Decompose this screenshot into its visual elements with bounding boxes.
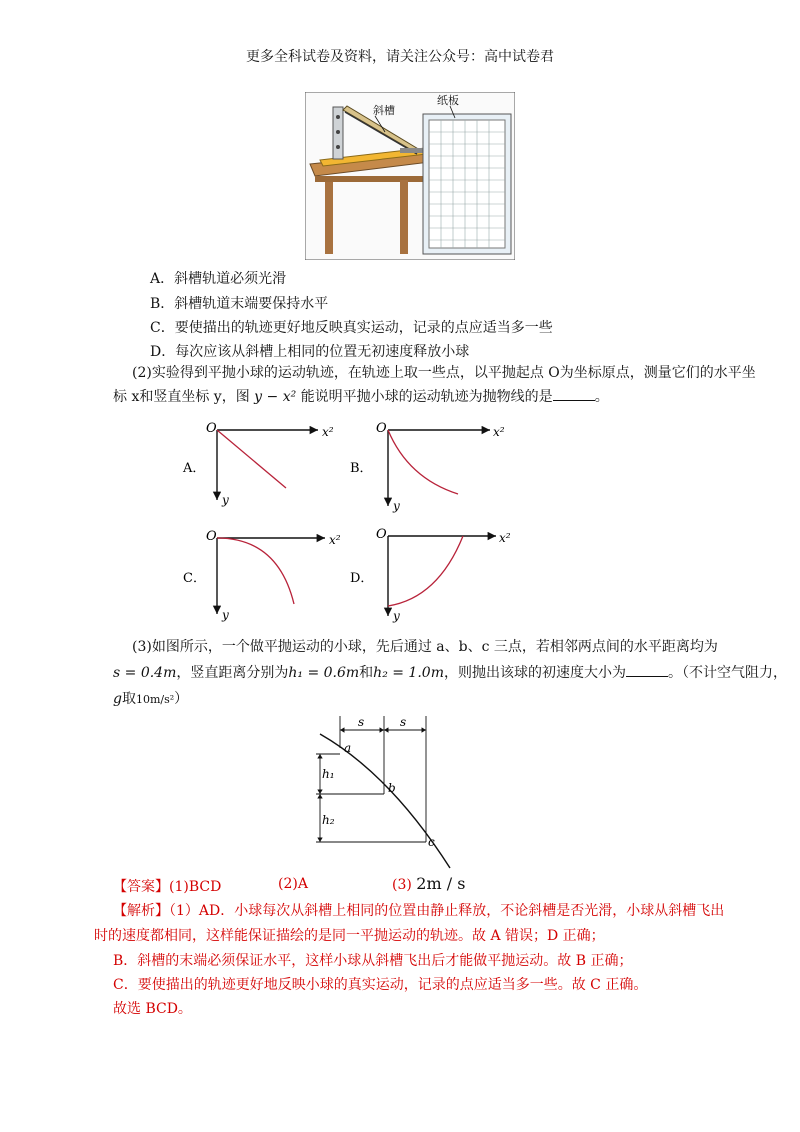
- answer-3: [392, 874, 465, 893]
- q2-answer-blank: [553, 388, 595, 401]
- analysis-line4: C．要使描出的轨迹更好地反映小球的真实运动，记录的点应适当多一些。故 C 正确。: [113, 977, 648, 993]
- graph-d: [350, 527, 511, 623]
- q2-graphs: [180, 418, 540, 628]
- q3-answer-blank: [626, 664, 668, 677]
- q3-fig-c: c: [428, 835, 435, 849]
- graph-a-label: A．: [183, 461, 206, 476]
- q2-line1: (2)实验得到平抛小球的运动轨迹，在轨迹上取一些点，以平抛起点 O为坐标原点，测量它们的水平坐: [132, 365, 756, 381]
- q3-fig-h1: h₁: [322, 767, 335, 781]
- q2-line2: [113, 386, 609, 408]
- chute-label: 斜槽: [373, 104, 395, 117]
- analysis-line5: 故选 BCD。: [113, 1001, 192, 1017]
- graph-c-yaxis: y: [222, 608, 229, 622]
- graph-b-xaxis: x²: [493, 425, 505, 439]
- graph-b: [350, 421, 505, 513]
- analysis-tag: 【解析】: [113, 903, 169, 919]
- analysis-line1: [113, 900, 724, 922]
- q3-fig-s1: s: [358, 715, 365, 729]
- answer-3-value: 2m / s: [416, 874, 466, 893]
- graph-b-yaxis: y: [393, 499, 400, 513]
- q3-line3-end: ）: [174, 691, 189, 707]
- graph-a-yaxis: y: [222, 493, 229, 507]
- apparatus-figure: [305, 92, 515, 260]
- answer-tag: 【答案】: [113, 879, 169, 895]
- q3-line2: [113, 662, 787, 684]
- page-header: 更多全科试卷及资料，请关注公众号：高中试卷君: [246, 49, 554, 65]
- option-b: B．斜槽轨道末端要保持水平: [150, 296, 329, 312]
- q3-h1-value: h₁ = 0.6m: [288, 665, 360, 681]
- q3-line2-and: 和: [359, 665, 374, 681]
- q3-fig-b: b: [388, 781, 396, 795]
- board-label: 纸板: [437, 94, 459, 107]
- option-d: D．每次应该从斜槽上相同的位置无初速度释放小球: [150, 344, 470, 360]
- graph-a-curve: [217, 430, 286, 488]
- q3-fig-h2: h₂: [322, 813, 335, 827]
- graph-d-yaxis: y: [393, 609, 400, 623]
- q3-line3-b: 取: [121, 691, 136, 707]
- graph-b-label: B．: [350, 461, 373, 476]
- analysis-line2: 时的速度都相同，这样能保证描绘的是同一平抛运动的轨迹。故 A 错误；D 正确；: [94, 928, 605, 944]
- graph-d-origin: O: [376, 527, 387, 542]
- graph-c-origin: O: [206, 529, 217, 544]
- q3-g-value: 10m/s²: [135, 693, 175, 706]
- q2-line2-a: 标 x和竖直坐标 y，图: [113, 389, 250, 405]
- q3-g: g: [113, 691, 122, 707]
- q3-line2-a: ，竖直距离分别为: [176, 665, 289, 681]
- q3-line2-b: ，则抛出该球的初速度大小为: [443, 665, 626, 681]
- graph-c-label: C．: [183, 571, 206, 586]
- graph-d-xaxis: x²: [499, 531, 511, 545]
- graph-c-xaxis: x²: [329, 533, 341, 547]
- answer-2: (2)A: [278, 876, 308, 892]
- answer-line: [113, 876, 221, 896]
- option-c: C．要使描出的轨迹更好地反映真实运动，记录的点应适当多一些: [150, 320, 553, 336]
- q3-figure: [300, 712, 460, 872]
- q3-h2-value: h₂ = 1.0m: [373, 665, 444, 681]
- analysis-text-1: （1）AD．小球每次从斜槽上相同的位置由静止释放，不论斜槽是否光滑，小球从斜槽飞出: [169, 903, 725, 919]
- graph-b-origin: O: [376, 421, 387, 436]
- graph-c: [183, 529, 341, 622]
- answer-3-prefix: (3): [392, 877, 412, 893]
- q3-line2-c: 。（不计空气阻力，: [667, 665, 787, 681]
- q3-fig-a: a: [344, 741, 352, 755]
- q2-line2-end: 。: [594, 389, 609, 405]
- graph-b-curve: [388, 430, 458, 494]
- q2-line2-b: 能说明平抛小球的运动轨迹为抛物线的是: [300, 389, 553, 405]
- q3-line1: (3)如图所示，一个做平抛运动的小球，先后通过 a、b、c 三点，若相邻两点间的水平距离均为: [132, 639, 718, 655]
- graph-a: [182, 421, 334, 507]
- q3-line3: [113, 688, 188, 711]
- graph-d-curve: [388, 536, 463, 606]
- graph-c-curve: [217, 538, 294, 604]
- option-a: A．斜槽轨道必须光滑: [150, 271, 287, 287]
- q3-s-value: s = 0.4m: [113, 665, 177, 681]
- q2-formula: y − x²: [254, 389, 297, 405]
- graph-a-origin: O: [206, 421, 217, 436]
- graph-a-xaxis: x²: [322, 425, 334, 439]
- analysis-line3: B．斜槽的末端必须保证水平，这样小球从斜槽飞出后才能做平抛运动。故 B 正确；: [113, 953, 633, 969]
- q3-fig-s2: s: [400, 715, 407, 729]
- graph-d-label: D．: [350, 571, 374, 586]
- answer-1: (1)BCD: [169, 879, 222, 895]
